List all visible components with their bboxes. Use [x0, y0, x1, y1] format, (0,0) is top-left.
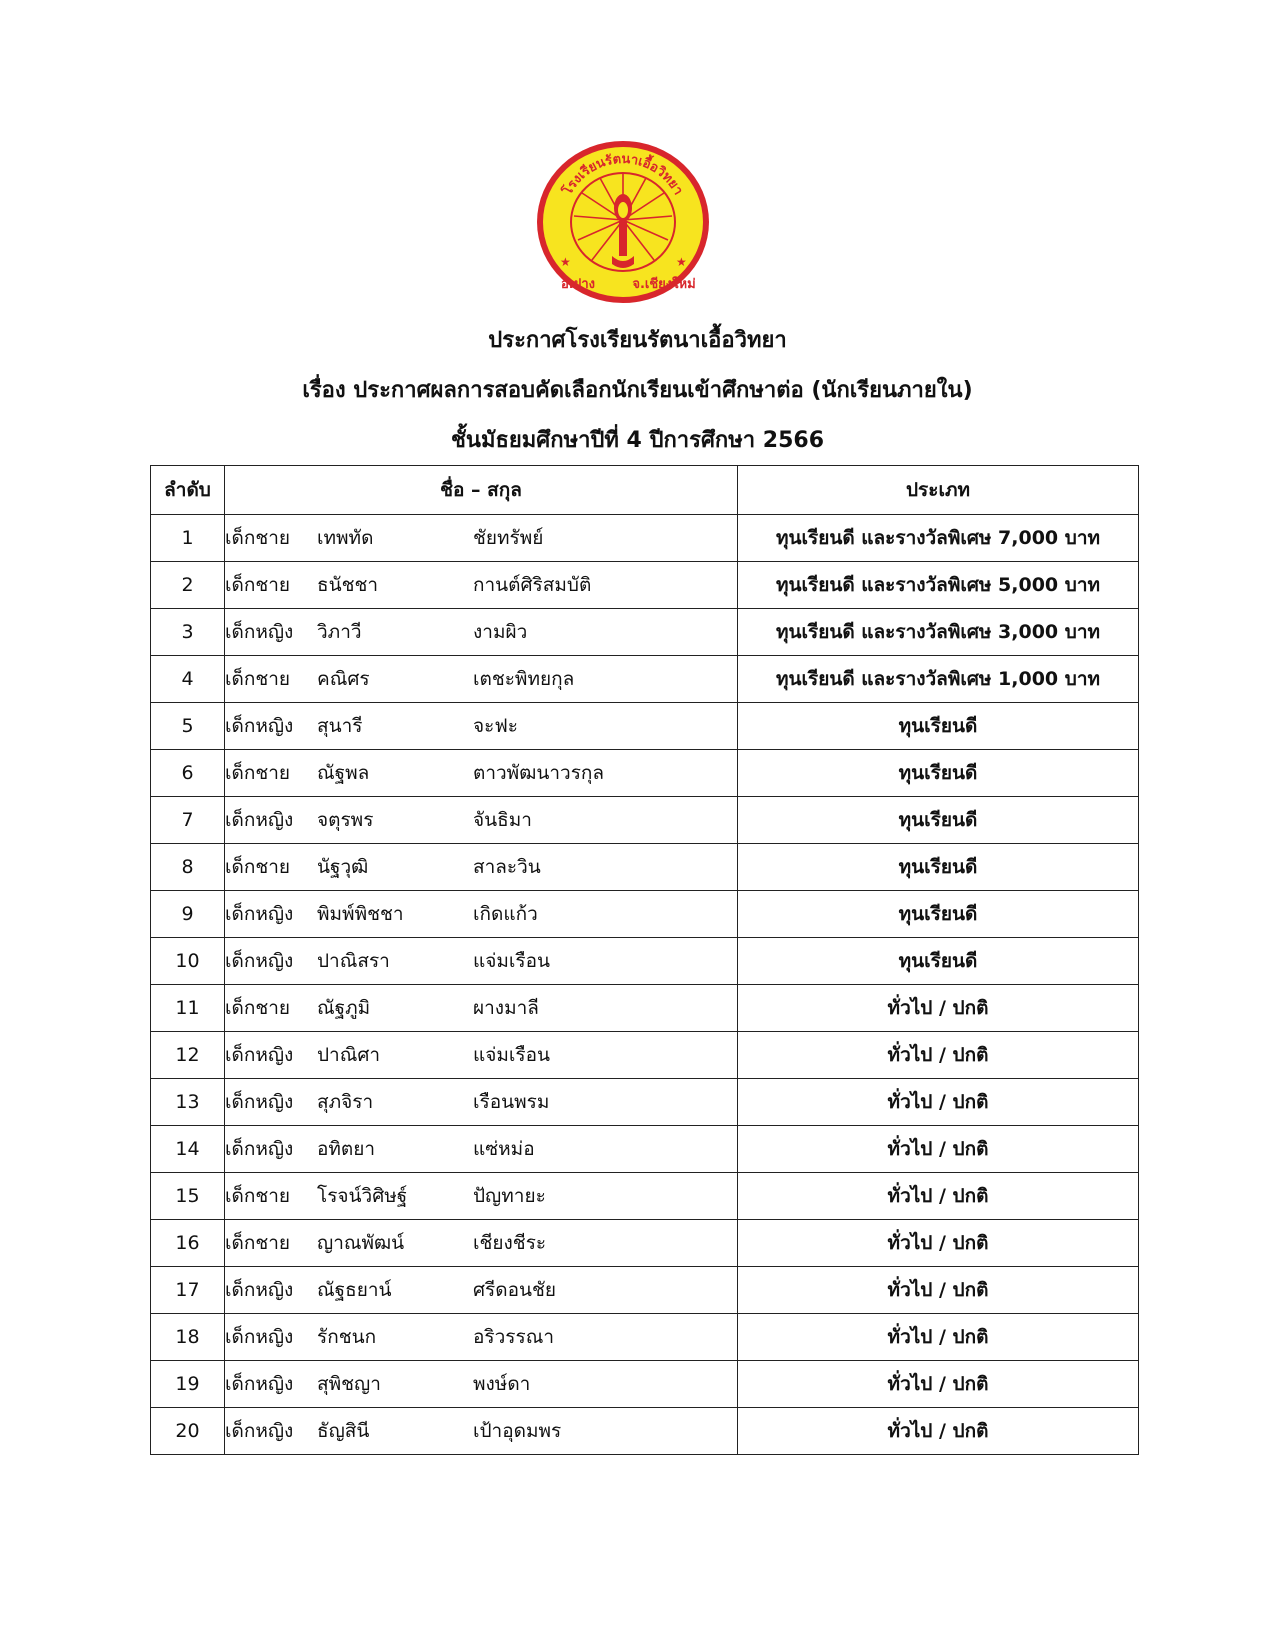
result-type: ทุนเรียนดี — [738, 703, 1139, 750]
result-type: ทุนเรียนดี และรางวัลพิเศษ 3,000 บาท — [738, 609, 1139, 656]
star-icon: ★ — [560, 255, 571, 269]
row-number: 12 — [151, 1032, 225, 1079]
last-name: จะฟะ — [473, 715, 518, 737]
last-name: แจ่มเรือน — [473, 950, 551, 972]
student-name-cell — [225, 1408, 738, 1455]
row-number: 14 — [151, 1126, 225, 1173]
row-number: 7 — [151, 797, 225, 844]
name-prefix: เด็กหญิง — [225, 1044, 294, 1066]
first-name: ณัฐภูมิ — [317, 997, 371, 1019]
result-type: ทั่วไป / ปกติ — [738, 1079, 1139, 1126]
table-row — [151, 1220, 1139, 1267]
table-row — [151, 703, 1139, 750]
table-row — [151, 1267, 1139, 1314]
student-name-cell — [225, 1173, 738, 1220]
first-name: ธนัชชา — [317, 574, 379, 596]
first-name: นัฐวุฒิ — [317, 856, 369, 878]
table-row — [151, 1361, 1139, 1408]
first-name: ณัฐพล — [317, 762, 370, 784]
row-number: 20 — [151, 1408, 225, 1455]
result-type: ทั่วไป / ปกติ — [738, 1314, 1139, 1361]
table-row — [151, 985, 1139, 1032]
student-name-cell — [225, 891, 738, 938]
header-name: ชื่อ – สกุล — [225, 466, 738, 515]
row-number: 5 — [151, 703, 225, 750]
first-name: สุนารี — [317, 715, 363, 737]
name-prefix: เด็กหญิง — [225, 950, 294, 972]
name-prefix: เด็กหญิง — [225, 903, 294, 925]
first-name: วิภาวี — [317, 621, 362, 643]
result-type: ทุนเรียนดี — [738, 750, 1139, 797]
table-row — [151, 656, 1139, 703]
name-prefix: เด็กชาย — [225, 668, 291, 690]
first-name: สุพิชญา — [317, 1373, 381, 1395]
last-name: สาละวิน — [473, 856, 541, 878]
row-number: 4 — [151, 656, 225, 703]
first-name: โรจน์วิศิษฐ์ — [317, 1185, 408, 1207]
last-name: อริวรรณา — [473, 1326, 554, 1348]
first-name: พิมพ์พิชชา — [317, 903, 404, 925]
table-row — [151, 1079, 1139, 1126]
school-logo — [534, 138, 712, 306]
logo-bottom-right-text: จ.เชียงใหม่ — [632, 277, 696, 292]
result-type: ทั่วไป / ปกติ — [738, 1361, 1139, 1408]
last-name: เป้าอุดมพร — [473, 1420, 562, 1442]
last-name: จันธิมา — [473, 809, 532, 831]
title-line-2: เรื่อง ประกาศผลการสอบคัดเลือกนักเรียนเข้าศึกษาต่อ (นักเรียนภายใน) — [302, 378, 973, 403]
last-name: ศรีดอนชัย — [473, 1279, 557, 1301]
first-name: อทิตยา — [317, 1138, 376, 1160]
student-name-cell — [225, 1032, 738, 1079]
last-name: เรือนพรม — [473, 1091, 550, 1113]
first-name: จตุรพร — [317, 809, 374, 831]
result-type: ทั่วไป / ปกติ — [738, 1032, 1139, 1079]
last-name: ตาวพัฒนาวรกุล — [473, 762, 605, 784]
name-prefix: เด็กชาย — [225, 762, 291, 784]
result-type: ทั่วไป / ปกติ — [738, 1220, 1139, 1267]
header-no: ลำดับ — [151, 466, 225, 515]
row-number: 17 — [151, 1267, 225, 1314]
logo-bottom-left-text: อ.ฝาง — [560, 277, 596, 292]
title-line-3: ชั้นมัธยมศึกษาปีที่ 4 ปีการศึกษา 2566 — [450, 428, 824, 453]
row-number: 3 — [151, 609, 225, 656]
name-prefix: เด็กหญิง — [225, 1326, 294, 1348]
row-number: 11 — [151, 985, 225, 1032]
first-name: ณัฐธยาน์ — [317, 1279, 392, 1301]
table-row — [151, 797, 1139, 844]
last-name: แจ่มเรือน — [473, 1044, 551, 1066]
last-name: พงษ์ดา — [473, 1373, 531, 1395]
result-type: ทุนเรียนดี — [738, 891, 1139, 938]
header-type: ประเภท — [738, 466, 1139, 515]
name-prefix: เด็กหญิง — [225, 621, 294, 643]
row-number: 15 — [151, 1173, 225, 1220]
table-row — [151, 1408, 1139, 1455]
student-name-cell — [225, 1126, 738, 1173]
student-name-cell — [225, 656, 738, 703]
table-row — [151, 938, 1139, 985]
table-row — [151, 1126, 1139, 1173]
name-prefix: เด็กชาย — [225, 856, 291, 878]
row-number: 18 — [151, 1314, 225, 1361]
result-type: ทั่วไป / ปกติ — [738, 1126, 1139, 1173]
last-name: กานต์ศิริสมบัติ — [473, 574, 592, 596]
logo-top-text: โรงเรียนรัตนาเอื้อวิทยา — [560, 151, 686, 198]
result-type: ทุนเรียนดี และรางวัลพิเศษ 1,000 บาท — [738, 656, 1139, 703]
announcement-header — [0, 316, 1275, 466]
first-name: คณิศร — [317, 668, 370, 690]
student-name-cell — [225, 609, 738, 656]
title-line-1: ประกาศโรงเรียนรัตนาเอื้อวิทยา — [488, 328, 787, 353]
row-number: 9 — [151, 891, 225, 938]
first-name: รักชนก — [317, 1326, 377, 1348]
name-prefix: เด็กชาย — [225, 1185, 291, 1207]
result-type: ทุนเรียนดี และรางวัลพิเศษ 5,000 บาท — [738, 562, 1139, 609]
table-row — [151, 515, 1139, 562]
student-name-cell — [225, 1220, 738, 1267]
first-name: เทพทัด — [317, 527, 374, 549]
first-name: ปาณิศา — [317, 1044, 381, 1066]
name-prefix: เด็กหญิง — [225, 1091, 294, 1113]
row-number: 6 — [151, 750, 225, 797]
name-prefix: เด็กหญิง — [225, 1279, 294, 1301]
student-name-cell — [225, 750, 738, 797]
row-number: 8 — [151, 844, 225, 891]
last-name: งามผิว — [473, 621, 528, 643]
name-prefix: เด็กชาย — [225, 574, 291, 596]
row-number: 16 — [151, 1220, 225, 1267]
row-number: 2 — [151, 562, 225, 609]
name-prefix: เด็กชาย — [225, 527, 291, 549]
last-name: เตชะพิทยกุล — [473, 668, 575, 690]
student-name-cell — [225, 1361, 738, 1408]
row-number: 13 — [151, 1079, 225, 1126]
result-type: ทั่วไป / ปกติ — [738, 1267, 1139, 1314]
result-type: ทุนเรียนดี — [738, 938, 1139, 985]
result-type: ทั่วไป / ปกติ — [738, 1173, 1139, 1220]
name-prefix: เด็กชาย — [225, 997, 291, 1019]
student-name-cell — [225, 844, 738, 891]
table-row — [151, 1173, 1139, 1220]
table-row — [151, 1314, 1139, 1361]
last-name: ปัญทายะ — [473, 1185, 546, 1207]
table-row — [151, 750, 1139, 797]
table-row — [151, 844, 1139, 891]
result-type: ทุนเรียนดี — [738, 797, 1139, 844]
table-row — [151, 609, 1139, 656]
name-prefix: เด็กหญิง — [225, 1138, 294, 1160]
table-header-row — [151, 466, 1139, 515]
last-name: ผางมาลี — [473, 997, 539, 1019]
star-icon: ★ — [676, 255, 687, 269]
row-number: 10 — [151, 938, 225, 985]
name-prefix: เด็กหญิง — [225, 715, 294, 737]
first-name: ญาณพัฒน์ — [317, 1232, 405, 1254]
table-row — [151, 562, 1139, 609]
student-name-cell — [225, 1079, 738, 1126]
result-type: ทั่วไป / ปกติ — [738, 1408, 1139, 1455]
student-name-cell — [225, 1314, 738, 1361]
student-name-cell — [225, 703, 738, 750]
student-name-cell — [225, 938, 738, 985]
student-name-cell — [225, 985, 738, 1032]
first-name: ปาณิสรา — [317, 950, 390, 972]
row-number: 1 — [151, 515, 225, 562]
name-prefix: เด็กหญิง — [225, 809, 294, 831]
student-name-cell — [225, 1267, 738, 1314]
student-name-cell — [225, 797, 738, 844]
results-table — [150, 465, 1139, 1455]
last-name: ชัยทรัพย์ — [473, 527, 544, 549]
student-name-cell — [225, 515, 738, 562]
table-row — [151, 891, 1139, 938]
result-type: ทุนเรียนดี และรางวัลพิเศษ 7,000 บาท — [738, 515, 1139, 562]
table-body — [151, 515, 1139, 1455]
table-row — [151, 1032, 1139, 1079]
row-number: 19 — [151, 1361, 225, 1408]
first-name: ธัญสินี — [317, 1420, 370, 1442]
name-prefix: เด็กหญิง — [225, 1373, 294, 1395]
student-name-cell — [225, 562, 738, 609]
result-type: ทุนเรียนดี — [738, 844, 1139, 891]
last-name: เชียงชีระ — [473, 1232, 547, 1254]
result-type: ทั่วไป / ปกติ — [738, 985, 1139, 1032]
last-name: แซ่หม่อ — [473, 1138, 535, 1160]
last-name: เกิดแก้ว — [473, 903, 538, 925]
name-prefix: เด็กหญิง — [225, 1420, 294, 1442]
name-prefix: เด็กชาย — [225, 1232, 291, 1254]
first-name: สุภจิรา — [317, 1091, 374, 1113]
